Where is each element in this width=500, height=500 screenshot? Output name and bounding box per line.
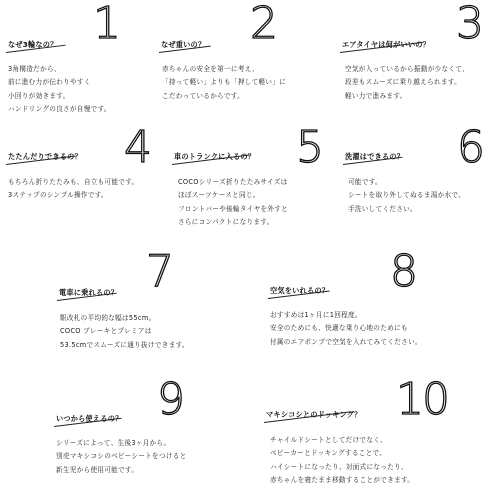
answer-line: フロントバーや後輪タイヤを外すと [178, 204, 289, 213]
faq-number-3: 3 [456, 0, 482, 49]
faq-answer-9 [56, 437, 187, 477]
faq-question-10: マキシコシとのドッキング？ [266, 410, 362, 419]
faq-number-6: 6 [457, 122, 483, 173]
answer-line: 新生児から使用可能です。 [56, 465, 139, 474]
answer-line: 段差もスムーズに乗り越えられます。 [345, 78, 462, 87]
answer-line: 「持って軽い」よりも「押して軽い」に [162, 78, 287, 87]
faq-number-8: 8 [390, 246, 416, 297]
faq-question-9: いつから使えるの？ [56, 414, 123, 423]
answer-line: 軽い力で進みます。 [345, 91, 407, 100]
faq-answer-5 [178, 176, 288, 230]
faq-answer-7 [60, 312, 189, 352]
answer-line: 別売マキシコシのベビーシートをつけると [56, 452, 187, 461]
faq-question-5: 車のトランクに入るの？ [174, 152, 256, 161]
answer-line: COCO ブレーキとプレミアは [60, 327, 152, 336]
faq-answer-10 [270, 434, 414, 488]
faq-answer-3 [345, 63, 469, 103]
answer-line: 安全のためにも、快適な乗り心地のためにも [270, 324, 408, 333]
answer-line: 53.5cmでスムーズに通り抜けできます。 [60, 340, 189, 349]
answer-line: 赤ちゃんの安全を第一に考え、 [162, 65, 259, 73]
faq-number-5: 5 [296, 122, 322, 173]
faq-answer-1 [8, 63, 111, 117]
answer-line: チャイルドシートとしてだけでなく、 [270, 436, 387, 444]
faq-number-2: 2 [250, 0, 276, 49]
answer-line: 3ステップのシンプル操作です。 [8, 191, 108, 200]
answer-line: 空気が入っているから振動が少なくて、 [345, 65, 469, 73]
answer-line: 手洗いしてください。 [348, 204, 417, 213]
faq-question-1: なぜ3輪なの？ [8, 40, 58, 49]
faq-question-3: エアタイヤは何がいいの？ [342, 40, 431, 49]
answer-line: もちろん折りたたみも、自立も可能です。 [8, 178, 139, 186]
faq-number-9: 9 [157, 374, 183, 425]
answer-line: おすすめは1ヶ月に1回程度。 [270, 311, 362, 319]
faq-answer-6 [348, 176, 465, 216]
answer-line: シリーズによって、生後3ヶ月から。 [56, 439, 171, 447]
faq-number-7: 7 [146, 246, 172, 297]
answer-line: 可能です。 [348, 178, 382, 186]
faq-answer-4 [8, 176, 138, 203]
faq-answer-8 [270, 309, 422, 349]
answer-line: 赤ちゃんを寝たまま移動することができます。 [270, 476, 415, 485]
faq-question-7: 電車に乗れるの？ [59, 288, 119, 297]
answer-line: 駅改札の平均的な幅は55cm。 [60, 314, 156, 322]
answer-line: ほぼスーツケースと同じ。 [178, 191, 260, 200]
answer-line: ハイシートになったり、対面式になったり、 [270, 462, 408, 471]
faq-number-10: 10 [396, 374, 448, 425]
answer-line: シートを取り外してぬるま湯か水で、 [348, 191, 466, 200]
answer-line: 前に進む力が伝わりやすく [8, 78, 91, 87]
answer-line: ベビーカーとドッキングすることで、 [270, 449, 387, 458]
faq-question-2: なぜ重いの？ [161, 40, 206, 49]
answer-line: ハンドリングの良さが自慢です。 [8, 105, 111, 114]
faq-question-6: 洗濯はできるの？ [345, 152, 405, 161]
answer-line: COCOシリーズ折りたたみサイズは [178, 178, 288, 186]
answer-line: さらにコンパクトになります。 [178, 218, 274, 227]
answer-line: 3角構造だから、 [8, 65, 61, 73]
faq-number-1: 1 [93, 0, 119, 49]
faq-number-4: 4 [124, 122, 150, 173]
faq-answer-2 [162, 63, 286, 103]
answer-line: 付属のエアポンプで空気を入れてみてください。 [270, 337, 422, 346]
answer-line: こだわっているからです。 [162, 91, 245, 100]
faq-question-4: たたんだりできるの？ [8, 152, 82, 161]
answer-line: 小回りが効きます。 [8, 91, 70, 100]
faq-question-8: 空気をいれるの？ [270, 286, 330, 295]
